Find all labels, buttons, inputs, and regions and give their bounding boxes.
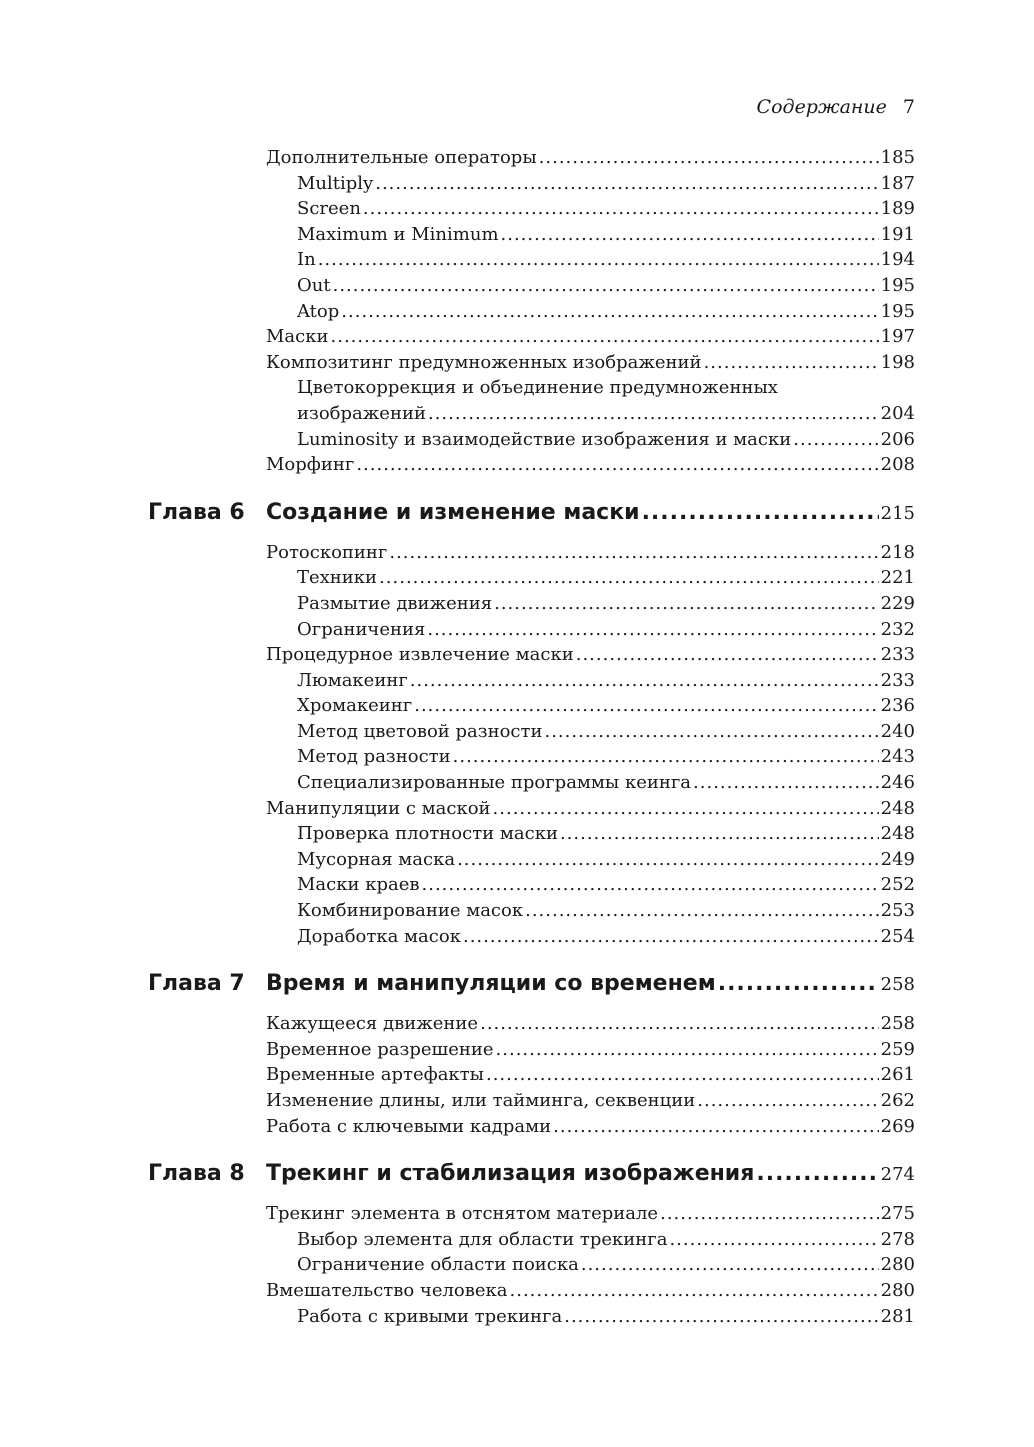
toc-entry[interactable] — [148, 565, 915, 591]
dot-leader — [363, 196, 879, 222]
toc-entry-title: Цветокоррекция и объединение предумноженных — [297, 377, 778, 399]
toc-entry-page: 258 — [880, 1013, 915, 1035]
toc-entry[interactable] — [148, 1201, 915, 1227]
toc-entry[interactable] — [148, 1088, 915, 1114]
toc-entry[interactable] — [148, 540, 915, 566]
toc-entry-page: 195 — [880, 300, 915, 322]
chapter-number: Глава 8 — [148, 1161, 245, 1187]
toc-entry-page: 236 — [880, 695, 915, 717]
toc-entry-title: Временные артефакты — [266, 1064, 484, 1086]
toc-entry-page: 254 — [880, 925, 915, 947]
dot-leader — [564, 1304, 878, 1330]
dot-leader — [414, 693, 878, 719]
toc-entry-title: Luminosity и взаимодействие изображения и маски — [297, 428, 792, 450]
dot-leader — [496, 1037, 879, 1063]
toc-entry-page: 248 — [880, 823, 915, 845]
toc-entry-title: Multiply — [297, 172, 374, 194]
toc-entry[interactable] — [148, 1278, 915, 1304]
dot-leader — [428, 401, 879, 427]
toc-entry-title: Вмешательство человека — [266, 1279, 508, 1301]
toc-entry[interactable] — [148, 401, 915, 427]
dot-leader — [453, 744, 879, 770]
toc-entry-page: 240 — [880, 720, 915, 742]
toc-entry[interactable] — [148, 222, 915, 248]
toc-entry-page: 206 — [880, 428, 915, 450]
toc-entry-title: Морфинг — [266, 454, 355, 476]
toc-entry-page: 246 — [880, 772, 915, 794]
toc-entry-title: Временное разрешение — [266, 1038, 494, 1060]
toc-entry-title: Maximum и Minimum — [297, 223, 499, 245]
toc-entry[interactable] — [148, 1304, 915, 1330]
toc-entry-page: 253 — [880, 900, 915, 922]
toc-entry-page: 249 — [880, 848, 915, 870]
toc-entry-title: Техники — [297, 567, 378, 589]
toc-entry-title: Atop — [297, 300, 340, 322]
chapter-block — [148, 1161, 915, 1329]
toc-entry[interactable] — [148, 591, 915, 617]
chapter-heading[interactable] — [148, 1161, 915, 1201]
toc-entry[interactable] — [148, 1114, 915, 1140]
toc-entry-title: Доработка масок — [297, 925, 461, 947]
toc-entry-page: 252 — [880, 874, 915, 896]
toc-entry-title: Манипуляции с маской — [266, 797, 491, 819]
toc-entry-title: Работа с ключевыми кадрами — [266, 1115, 552, 1137]
dot-leader — [494, 591, 879, 617]
toc-entry-title: Изменение длины, или тайминга, секвенции — [266, 1090, 696, 1111]
toc-entry-title: Кажущееся движение — [266, 1013, 479, 1035]
toc-entry-page: 261 — [880, 1064, 915, 1086]
toc-entry[interactable] — [148, 872, 915, 898]
toc-entry[interactable] — [148, 821, 915, 847]
toc-entry-page: 243 — [880, 746, 915, 768]
toc-entry-title: Хромакеинг — [297, 695, 413, 717]
toc-entry[interactable] — [148, 642, 915, 668]
dot-leader — [756, 1161, 878, 1186]
toc-entry-title: Композитинг предумноженных изображений — [266, 351, 702, 373]
toc-entry[interactable] — [148, 299, 915, 325]
dot-leader — [318, 247, 879, 273]
toc-entry[interactable] — [148, 247, 915, 273]
chapter-title-line — [266, 971, 915, 996]
toc-entry-page: 248 — [880, 797, 915, 819]
toc-entry-page: 191 — [880, 223, 915, 245]
toc-entry-title: Маски краев — [297, 874, 420, 896]
dot-leader — [333, 273, 879, 299]
dot-leader — [576, 642, 879, 668]
toc-entry-title: Размытие движения — [297, 592, 493, 614]
dot-leader — [480, 1011, 879, 1037]
chapter-number: Глава 6 — [148, 499, 245, 525]
toc-entry[interactable] — [148, 770, 915, 796]
toc-entry-title: Проверка плотности маски — [297, 823, 558, 845]
dot-leader — [510, 1278, 879, 1304]
chapter-heading[interactable] — [148, 500, 915, 540]
chapter-page: 258 — [880, 974, 915, 996]
dot-leader — [693, 770, 879, 796]
dot-leader — [331, 324, 879, 350]
dot-leader — [375, 171, 878, 197]
toc-entry-title: In — [297, 249, 316, 271]
toc-entry-title: Комбинирование масок — [297, 900, 524, 922]
running-header — [757, 96, 915, 118]
chapter-page: 215 — [880, 502, 915, 524]
toc-entry[interactable] — [148, 1011, 915, 1037]
toc-entry-title: Процедурное извлечение маски — [266, 644, 574, 666]
toc-entry-page: 195 — [880, 274, 915, 296]
chapter-page: 274 — [880, 1164, 915, 1186]
chapter-title: Создание и изменение маски — [266, 499, 640, 525]
toc-entry[interactable] — [148, 668, 915, 694]
toc-entry[interactable] — [148, 693, 915, 719]
toc-entry-page: 275 — [880, 1203, 915, 1225]
chapter-block — [148, 971, 915, 1139]
toc-entry[interactable] — [148, 898, 915, 924]
toc-entry-page: 197 — [880, 326, 915, 348]
toc-entry-page: 185 — [880, 147, 915, 168]
dot-leader — [642, 500, 879, 525]
toc-entry-title: Дополнительные операторы — [266, 147, 537, 168]
toc-entry[interactable] — [148, 1227, 915, 1253]
chapter-heading[interactable] — [148, 971, 915, 1011]
dot-leader — [581, 1252, 879, 1278]
toc-entry[interactable] — [148, 427, 915, 453]
dot-leader — [486, 1062, 879, 1088]
toc-entry-title: Трекинг элемента в отснятом материале — [266, 1203, 659, 1225]
toc-entry-page: 194 — [880, 249, 915, 271]
toc-entry-page: 262 — [880, 1090, 915, 1111]
dot-leader — [463, 924, 879, 950]
dot-leader — [457, 847, 879, 873]
toc-entry-title: Специализированные программы кеинга — [297, 772, 692, 794]
dot-leader — [560, 821, 879, 847]
toc-entry-page: 233 — [880, 669, 915, 691]
toc-entry-title: Out — [297, 274, 331, 296]
toc-entry-page: 204 — [880, 402, 915, 424]
dot-leader — [718, 971, 879, 996]
toc-entry-page: 278 — [880, 1228, 915, 1250]
chapter-title-line — [266, 1161, 915, 1186]
toc-entry-page: 229 — [880, 592, 915, 614]
toc-entry-page: 198 — [880, 351, 915, 373]
dot-leader — [697, 1088, 878, 1114]
dot-leader — [544, 719, 878, 745]
toc-entry-title-continued: изображений — [297, 402, 426, 424]
dot-leader — [660, 1201, 879, 1227]
dot-leader — [704, 350, 879, 376]
toc-entry-title: Мусорная маска — [297, 848, 456, 870]
running-header-title: Содержание — [756, 96, 887, 118]
toc-entry[interactable] — [148, 145, 915, 171]
toc-entry-title: Ограничения — [297, 618, 426, 640]
toc-entry-page: 259 — [880, 1038, 915, 1060]
toc-entry[interactable] — [148, 1252, 915, 1278]
toc-entry[interactable] — [148, 719, 915, 745]
toc-entry-page: 280 — [880, 1254, 915, 1276]
toc-entry[interactable] — [148, 171, 915, 197]
chapter-title: Трекинг и стабилизация изображения — [266, 1161, 755, 1187]
toc-entry-line[interactable] — [148, 375, 915, 401]
toc-entry[interactable] — [148, 617, 915, 643]
chapter-number: Глава 7 — [148, 971, 245, 997]
chapter-title-line — [266, 500, 915, 525]
dot-leader — [389, 540, 878, 566]
toc-entry[interactable] — [148, 273, 915, 299]
dot-leader — [341, 299, 878, 325]
dot-leader — [669, 1227, 878, 1253]
toc-entry-page: 281 — [880, 1305, 915, 1327]
toc-entry[interactable] — [148, 452, 915, 478]
toc-entry[interactable] — [148, 744, 915, 770]
dot-leader — [356, 452, 878, 478]
table-of-contents — [148, 145, 915, 1329]
dot-leader — [539, 145, 879, 171]
toc-entry-page: 233 — [880, 644, 915, 666]
toc-entry-title: Ротоскопинг — [266, 541, 388, 563]
toc-entry[interactable] — [148, 1062, 915, 1088]
toc-entry-page: 221 — [880, 567, 915, 589]
dot-leader — [493, 796, 879, 822]
toc-entry-title: Выбор элемента для области трекинга — [297, 1228, 668, 1250]
dot-leader — [422, 872, 879, 898]
toc-entry-page: 218 — [880, 541, 915, 563]
toc-entry-title: Ограничение области поиска — [297, 1254, 579, 1276]
toc-entry-title: Метод цветовой разности — [297, 720, 543, 742]
dot-leader — [501, 222, 879, 248]
toc-entry-page: 189 — [880, 198, 915, 220]
dot-leader — [410, 668, 879, 694]
toc-entry-page: 280 — [880, 1279, 915, 1301]
toc-entry-title: Screen — [297, 198, 361, 220]
toc-intro-block — [148, 145, 915, 478]
toc-entry-title: Работа с кривыми трекинга — [297, 1305, 563, 1327]
toc-entry-page: 269 — [880, 1115, 915, 1137]
toc-entry[interactable] — [148, 324, 915, 350]
dot-leader — [427, 617, 878, 643]
toc-entry[interactable] — [148, 924, 915, 950]
toc-entry-page: 232 — [880, 618, 915, 640]
toc-entry[interactable] — [148, 196, 915, 222]
dot-leader — [793, 427, 878, 453]
dot-leader — [379, 565, 879, 591]
chapter-block — [148, 500, 915, 950]
chapter-title: Время и манипуляции со временем — [266, 971, 716, 997]
toc-entry-title: Метод разности — [297, 746, 451, 768]
toc-entry-title: Маски — [266, 326, 329, 348]
toc-entry-title: Люмакеинг — [297, 669, 408, 691]
toc-entry[interactable] — [148, 796, 915, 822]
page-number: 7 — [902, 96, 915, 118]
dot-leader — [525, 898, 879, 924]
toc-entry[interactable] — [148, 847, 915, 873]
toc-entry[interactable] — [148, 1037, 915, 1063]
toc-entry-page: 208 — [880, 454, 915, 476]
dot-leader — [553, 1114, 879, 1140]
toc-entry[interactable] — [148, 350, 915, 376]
toc-entry-page: 187 — [880, 172, 915, 194]
